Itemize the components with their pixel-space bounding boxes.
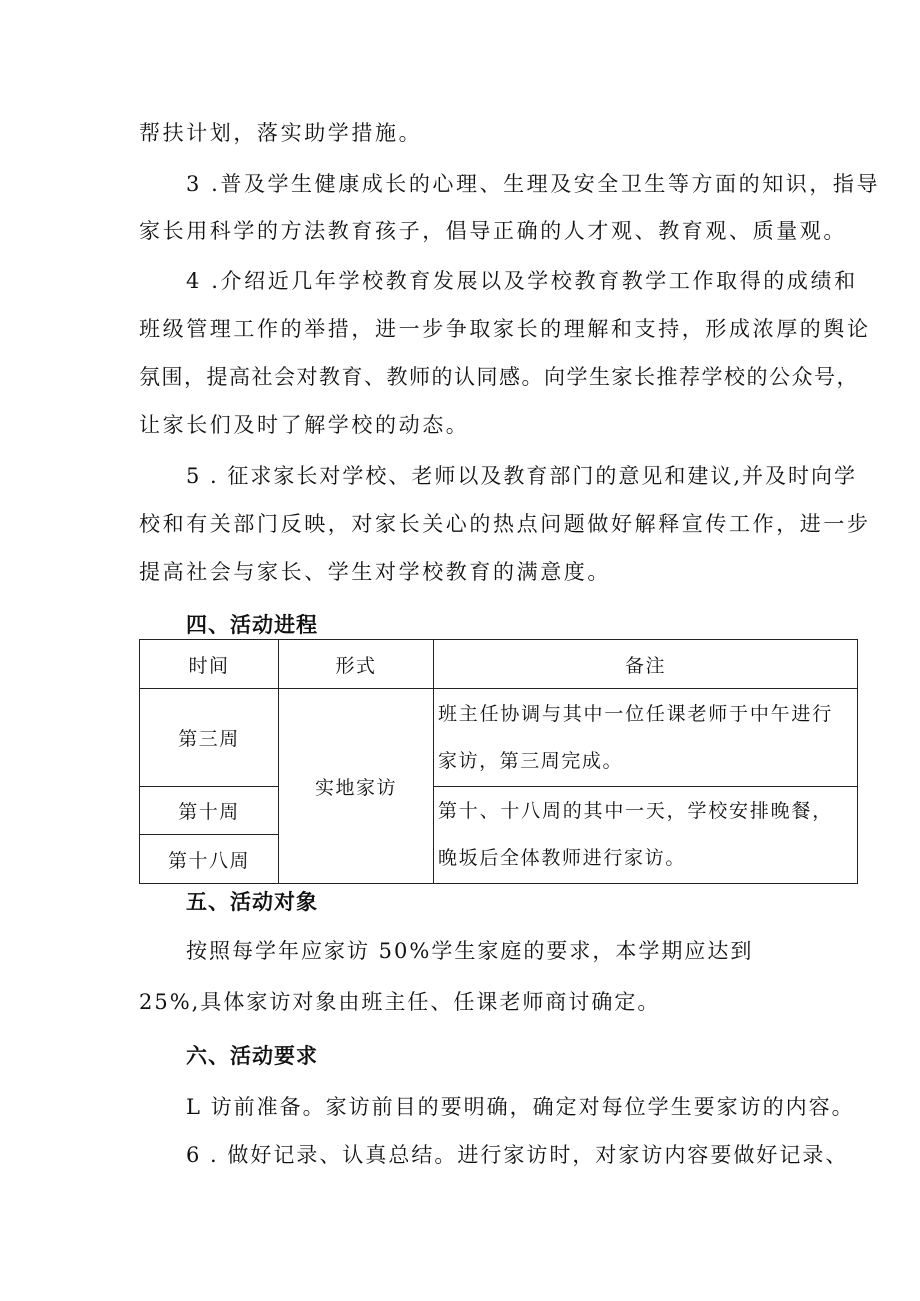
paragraph-line: 3 .普及学生健康成长的心理、生理及安全卫生等方面的知识，指导: [186, 172, 880, 196]
paragraph-line: 25%,具体家访对象由班主任、任课老师商讨确定。: [139, 990, 661, 1014]
table-cell-remark-2: [434, 787, 858, 884]
section-heading-requirements: 六、活动要求: [186, 1044, 318, 1068]
table-cell-week3: 第三周: [140, 689, 279, 787]
table-header-form: 形式: [279, 640, 434, 689]
paragraph-line: 6 . 做好记录、认真总结。进行家访时，对家访内容要做好记录、: [186, 1143, 849, 1167]
table-row: [140, 689, 858, 787]
paragraph-line: 帮扶计划，落实助学措施。: [139, 121, 423, 145]
section-heading-schedule: 四、活动进程: [186, 613, 318, 637]
paragraph-line: 校和有关部门反映，对家长关心的热点问题做好解释宣传工作，进一步: [139, 512, 871, 536]
table-header-row: [140, 640, 858, 689]
paragraph-line: 5 . 征求家长对学校、老师以及教育部门的意见和建议,并及时向学: [186, 464, 858, 488]
paragraph-line: 氛围，提高社会对教育、教师的认同感。向学生家长推荐学校的公众号，: [139, 365, 859, 389]
table-cell-remark-1: [434, 689, 858, 787]
table-header-remark: 备注: [434, 640, 858, 689]
table-cell-week10: 第十周: [140, 787, 279, 835]
section-heading-targets: 五、活动对象: [186, 890, 318, 914]
remark-line: 晚坂后全体教师进行家访。: [438, 847, 687, 869]
remark-line: 家访，第三周完成。: [438, 749, 624, 772]
paragraph-line: 按照每学年应家访 50%学生家庭的要求，本学期应达到: [186, 939, 754, 963]
paragraph-line: 家长用科学的方法教育孩子，倡导正确的人才观、教育观、质量观。: [139, 219, 847, 243]
remark-line: 班主任协调与其中一位任课老师于中午进行: [438, 702, 834, 725]
paragraph-line: 让家长们及时了解学校的动态。: [139, 413, 470, 437]
schedule-table: [139, 639, 858, 884]
table-row: [140, 787, 858, 835]
paragraph-line: 4 .介绍近几年学校教育发展以及学校教育教学工作取得的成绩和: [186, 269, 858, 293]
table-header-time: 时间: [140, 640, 279, 689]
remark-line: 第十、十八周的其中一天，学校安排晚餐，: [438, 800, 834, 822]
paragraph-line: L 访前准备。家访前目的要明确，确定对每位学生要家访的内容。: [186, 1095, 855, 1119]
paragraph-line: 班级管理工作的举措，进一步争取家长的理解和支持，形成浓厚的舆论: [139, 317, 871, 341]
table-cell-week18: 第十八周: [140, 835, 279, 884]
table-cell-form: 实地家访: [279, 689, 434, 884]
paragraph-line: 提高社会与家长、学生对学校教育的满意度。: [139, 560, 611, 584]
